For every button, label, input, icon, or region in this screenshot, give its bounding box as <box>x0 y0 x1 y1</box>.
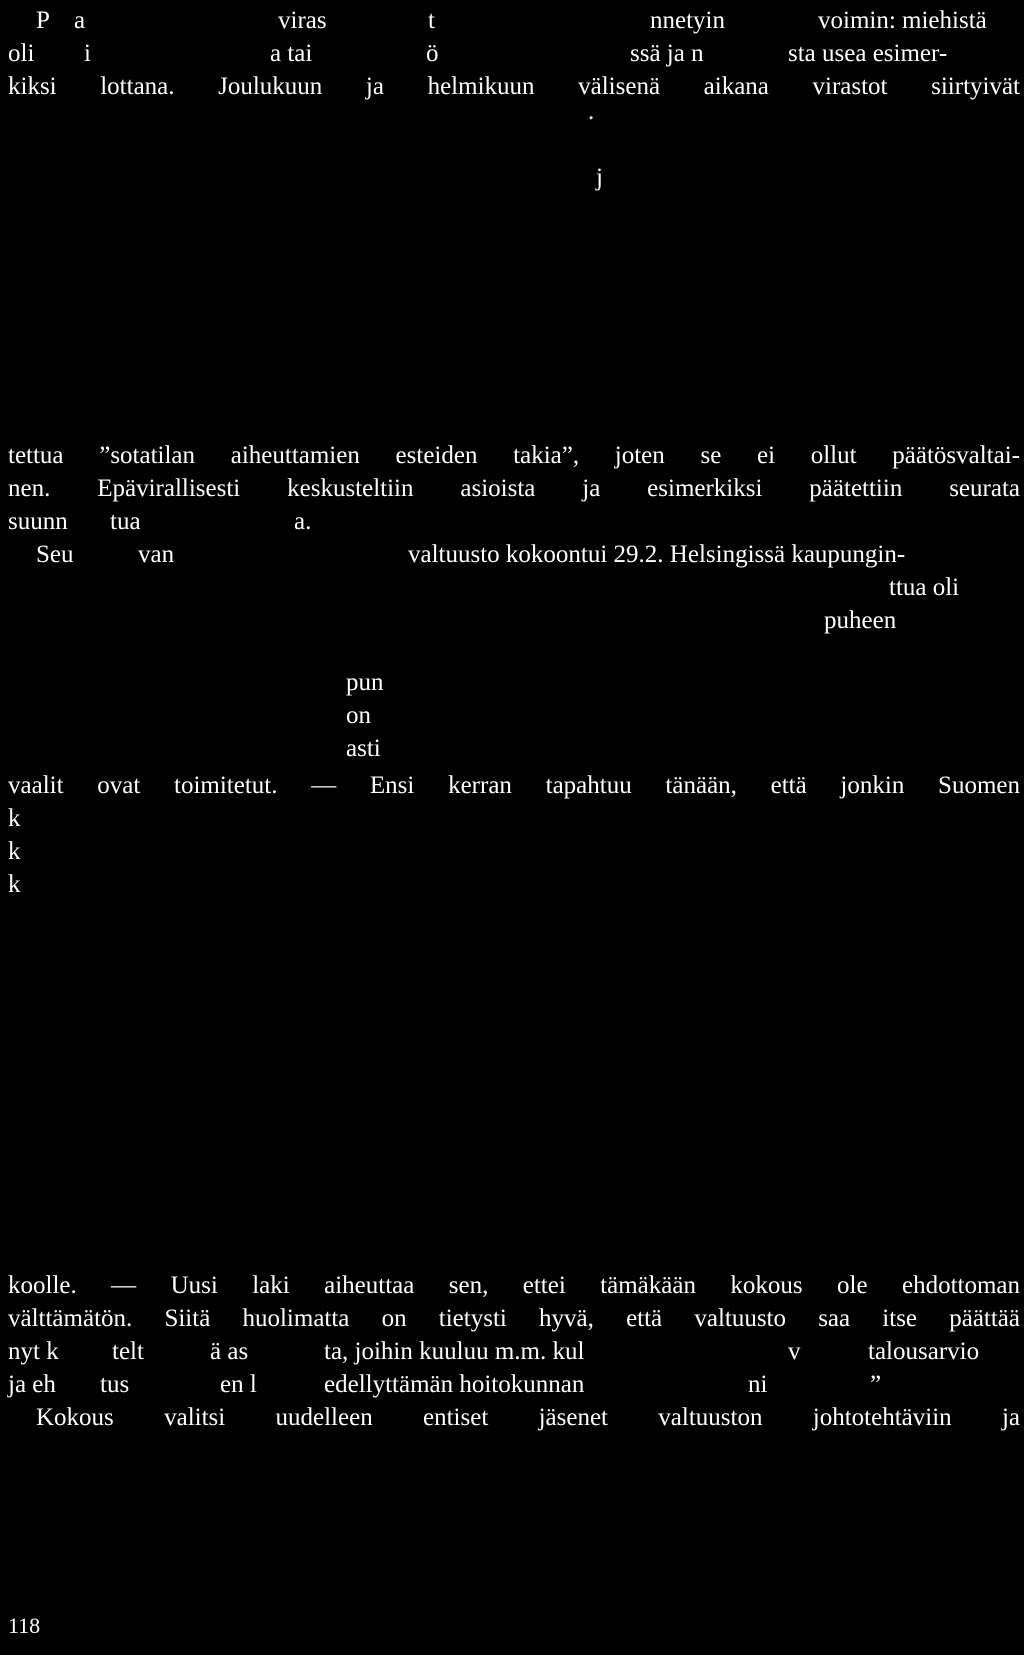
text-line: nen. Epävirallisesti keskusteltiin asioista ja esimerkiksi päätettiin seurata <box>8 475 1020 502</box>
text-line <box>8 37 1020 70</box>
text-fragment: sta usea esimer- <box>788 40 948 67</box>
text-fragment: j <box>596 164 603 191</box>
text-fragment: i <box>84 40 91 67</box>
text-line: kiksi lottana. Joulukuun ja helmikuun välisenä aikana virastot siirtyivät <box>8 73 1020 100</box>
text-line <box>8 4 1020 37</box>
text-fragment: on <box>346 702 371 729</box>
text-fragment: puheen <box>824 607 897 634</box>
text-fragment: suunn <box>8 508 68 535</box>
text-line <box>8 571 1020 604</box>
text-line: tettua ”sotatilan aiheuttamien esteiden takia”, joten se ei ollut päätösvaltai- <box>8 442 1020 469</box>
text-fragment: a. <box>294 508 312 535</box>
page-number: 118 <box>8 1613 41 1638</box>
text-fragment: voimin: miehistä <box>818 7 987 34</box>
text-fragment: oli <box>8 40 35 67</box>
text-line <box>8 164 1020 202</box>
text-line: välttämätön. Siitä huolimatta on tietysti hyvä, että valtuusto saa itse päättää <box>8 1305 1020 1332</box>
text-fragment: ja eh <box>8 1371 56 1398</box>
text-fragment: ssä ja n <box>630 40 704 67</box>
text-line <box>8 538 1020 571</box>
text-fragment: v <box>788 1338 801 1365</box>
text-line: Kokous valitsi uudelleen entiset jäsenet valtuuston johtotehtäviin ja <box>36 1404 1020 1431</box>
text-line <box>8 1335 1020 1368</box>
text-fragment: k <box>8 871 21 898</box>
text-fragment: ni <box>748 1371 768 1398</box>
text-fragment: ta, joihin kuuluu m.m. kul <box>324 1338 585 1365</box>
text-fragment: en l <box>220 1371 257 1398</box>
text-line <box>8 802 1020 835</box>
text-fragment: Seu <box>36 541 74 568</box>
text-line: vaalit ovat toimitetut. — Ensi kerran tapahtuu tänään, että jonkin Suomen <box>8 772 1020 799</box>
text-fragment: a tai <box>270 40 313 67</box>
text-line <box>8 868 1020 901</box>
text-fragment: k <box>8 838 21 865</box>
text-fragment: tua <box>110 508 141 535</box>
text-fragment: nnetyin <box>650 7 725 34</box>
text-fragment: edellyttämän hoitokunnan <box>324 1371 585 1398</box>
text-fragment: asti <box>346 735 381 762</box>
text-line <box>8 98 1020 136</box>
text-fragment: viras <box>278 7 327 34</box>
text-fragment: a <box>74 7 86 34</box>
text-line <box>8 505 1020 538</box>
text-line: koolle. — Uusi laki aiheuttaa sen, ettei tämäkään kokous ole ehdottoman <box>8 1272 1020 1299</box>
text-fragment: . <box>588 98 595 125</box>
text-line <box>8 136 1020 169</box>
text-line <box>8 670 1020 703</box>
text-line <box>8 835 1020 868</box>
text-line <box>8 736 1020 769</box>
text-fragment: k <box>8 805 21 832</box>
text-block-middle <box>8 439 1020 901</box>
text-fragment: valtuusto kokoontui 29.2. Helsingissä kaupungin- <box>408 541 906 568</box>
text-fragment: van <box>138 541 175 568</box>
text-block-bottom <box>8 1269 1020 1434</box>
text-fragment: P <box>36 7 50 34</box>
text-fragment: t <box>428 7 435 34</box>
text-line <box>8 703 1020 736</box>
text-line <box>8 604 1020 637</box>
text-fragment: nyt k <box>8 1338 59 1365</box>
text-fragment: pun <box>346 669 384 696</box>
text-fragment: ä as <box>210 1338 249 1365</box>
text-block-top <box>8 4 1020 202</box>
text-fragment: telt <box>112 1338 144 1365</box>
text-fragment: ttua oli <box>889 574 960 601</box>
text-line <box>8 637 1020 670</box>
text-fragment: ö <box>426 40 439 67</box>
text-fragment: talousarvio <box>868 1338 980 1365</box>
text-line <box>8 1368 1020 1401</box>
text-fragment: tus <box>100 1371 130 1398</box>
text-fragment: ” <box>870 1371 882 1398</box>
